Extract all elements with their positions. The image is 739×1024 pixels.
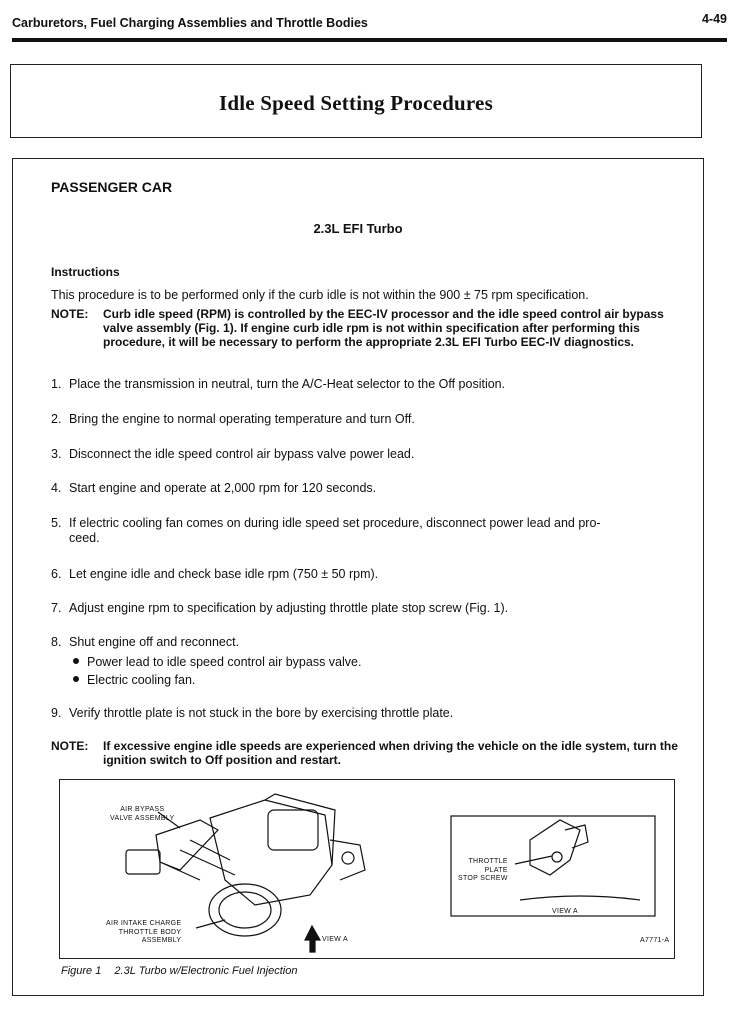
step-5 xyxy=(51,516,679,546)
label-line: AIR BYPASS xyxy=(120,806,165,813)
step-number: 9. xyxy=(51,706,62,720)
step-7 xyxy=(51,601,679,616)
label-view-a-main: VIEW A xyxy=(322,936,348,943)
label-line: PLATE xyxy=(484,866,508,874)
header-title: Carburetors, Fuel Charging Assemblies and Throttle Bodies xyxy=(12,16,368,30)
leader-line xyxy=(196,920,225,928)
label-stop-screw xyxy=(458,858,508,884)
step-text: Disconnect the idle speed control air bypass valve power lead. xyxy=(69,447,415,461)
step-1 xyxy=(51,377,679,392)
figure-box xyxy=(59,779,675,959)
label-line: STOP SCREW xyxy=(458,875,508,882)
figure-code: A7771-A xyxy=(640,937,670,944)
step-text: Verify throttle plate is not stuck in the bore by exercising throttle plate. xyxy=(69,706,454,720)
throttle-linkage xyxy=(330,840,365,880)
step-8 xyxy=(51,635,679,650)
bullet-text: Power lead to idle speed control air bypass valve. xyxy=(87,655,362,669)
content-box xyxy=(12,158,704,996)
bypass-valve-connector xyxy=(126,850,160,874)
label-line: THROTTLE xyxy=(468,858,508,865)
step-number: 2. xyxy=(51,412,62,426)
step-text: Bring the engine to normal operating temperature and turn Off. xyxy=(69,412,415,426)
step-text: Adjust engine rpm to specification by adjusting throttle plate stop screw (Fig. 1). xyxy=(69,601,509,615)
label-air-bypass xyxy=(110,806,175,823)
throttle-body-top xyxy=(265,794,335,865)
note-2-label: NOTE: xyxy=(51,739,89,753)
section-heading: PASSENGER CAR xyxy=(51,179,173,195)
step-text: Shut engine off and reconnect. xyxy=(69,635,240,649)
step-text-continued: ceed. xyxy=(69,531,100,545)
step-text: Let engine idle and check base idle rpm (750 ± 50 rpm). xyxy=(69,567,379,581)
step-number: 4. xyxy=(51,481,62,495)
step-3 xyxy=(51,447,679,462)
instructions-heading: Instructions xyxy=(51,265,120,279)
figure-caption-text: 2.3L Turbo w/Electronic Fuel Injection xyxy=(114,965,298,977)
note-2-text: If excessive engine idle speeds are experienced when driving the vehicle on the idle system, turn the ignition switch to Off position and restart. xyxy=(103,739,678,767)
step-number: 5. xyxy=(51,516,62,530)
throttle-flange xyxy=(268,810,318,850)
title-box xyxy=(10,64,702,138)
linkage-pivot xyxy=(342,852,354,864)
step-text: Place the transmission in neutral, turn the A/C-Heat selector to the Off position. xyxy=(69,377,506,391)
label-line: VALVE ASSEMBLY xyxy=(110,814,175,822)
step-number: 8. xyxy=(51,635,62,649)
inset-base-curve xyxy=(520,896,640,900)
note-1-label: NOTE: xyxy=(51,307,89,321)
step-4 xyxy=(51,481,679,496)
throttle-body-housing xyxy=(210,800,332,905)
inset-stop-screw xyxy=(552,852,562,862)
note-2 xyxy=(51,739,681,767)
step-number: 1. xyxy=(51,377,62,391)
step-text: Start engine and operate at 2,000 rpm for 120 seconds. xyxy=(69,481,377,495)
step-number: 6. xyxy=(51,567,62,581)
bullet-icon xyxy=(73,676,79,682)
step-9 xyxy=(51,706,679,721)
note-1 xyxy=(51,307,681,349)
step-text: If electric cooling fan comes on during idle speed set procedure, disconnect power lead and pro- xyxy=(69,516,601,530)
step-6 xyxy=(51,567,679,582)
label-throttle-body xyxy=(106,920,181,946)
leader-line xyxy=(515,856,552,864)
intro-paragraph: This procedure is to be performed only if the curb idle is not within the 900 ± 75 rpm specification. xyxy=(51,288,589,302)
note-1-text: Curb idle speed (RPM) is controlled by the EEC-IV processor and the idle speed control air bypass valve assembly (Fig. 1). If engine curb idle rpm is not within specification after performing this procedure, it will be necessary to perform the appropriate 2.3L EFI Turbo EEC-IV diagnostics. xyxy=(103,307,664,349)
label-view-a-inset: VIEW A xyxy=(552,908,578,915)
label-line: THROTTLE BODY xyxy=(118,928,182,936)
step-number: 3. xyxy=(51,447,62,461)
view-arrow-icon xyxy=(305,926,320,952)
label-line: AIR INTAKE CHARGE xyxy=(106,920,182,927)
figure-number: Figure 1 xyxy=(61,965,102,977)
label-line: ASSEMBLY xyxy=(141,937,182,944)
bullet-item xyxy=(73,673,195,687)
bullet-text: Electric cooling fan. xyxy=(87,673,196,687)
page-number: 4-49 xyxy=(701,12,727,26)
step-2 xyxy=(51,412,679,427)
running-header xyxy=(12,8,727,42)
bullet-icon xyxy=(73,658,79,664)
page-title: Idle Speed Setting Procedures xyxy=(219,91,493,115)
bullet-item xyxy=(73,655,361,669)
step-number: 7. xyxy=(51,601,62,615)
subsection-heading: 2.3L EFI Turbo xyxy=(313,221,403,236)
figure-caption xyxy=(61,965,307,977)
